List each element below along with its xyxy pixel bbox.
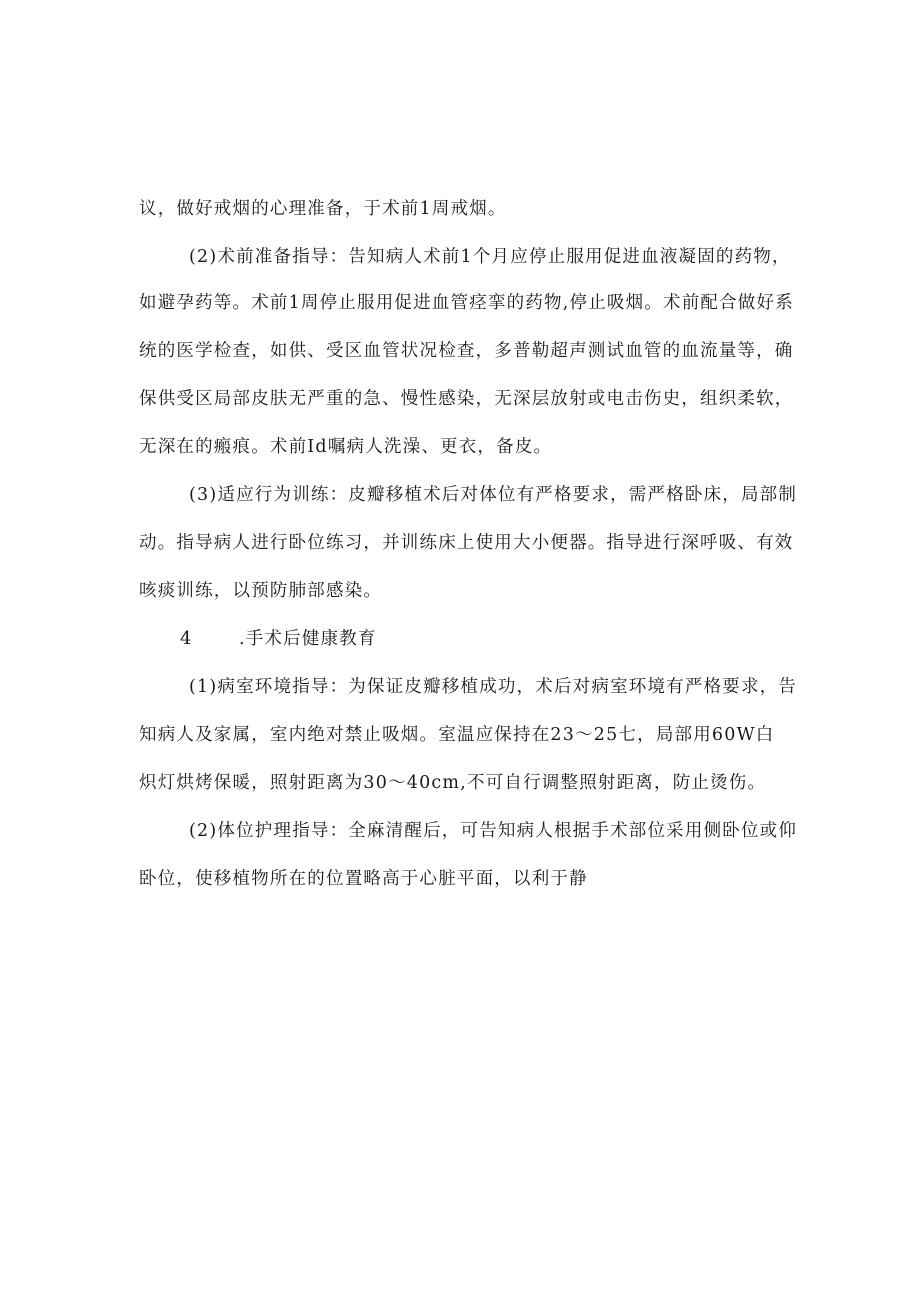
section-number: 4 bbox=[180, 628, 192, 649]
paragraph-line: 保供受区局部皮肤无严重的急、慢性感染，无深层放射或电击伤史，组织柔软， bbox=[139, 389, 794, 409]
section-heading: .手术后健康教育 bbox=[239, 629, 377, 649]
paragraph-line: (1)病室环境指导：为保证皮瓣移植成功，术后对病室环境有严格要求，告 bbox=[189, 677, 798, 697]
paragraph-line: 炽灯烘烤保暖，照射距离为30～40cm,不可自行调整照射距离，防止烫伤。 bbox=[139, 773, 767, 793]
paragraph-line: 如避孕药等。术前1周停止服用促进血管痉挛的药物,停止吸烟。术前配合做好系 bbox=[139, 293, 794, 313]
paragraph-line: 咳痰训练，以预防肺部感染。 bbox=[139, 581, 383, 601]
paragraph-line: 卧位，使移植物所在的位置略高于心脏平面，以利于静 bbox=[139, 869, 588, 889]
paragraph-line: 议，做好戒烟的心理准备，于术前1周戒烟。 bbox=[139, 199, 507, 219]
paragraph-line: 动。指导病人进行卧位练习，并训练床上使用大小便器。指导进行深呼吸、有效 bbox=[139, 533, 794, 553]
paragraph-line: 知病人及家属，室内绝对禁止吸烟。室温应保持在23～25七，局部用60W白 bbox=[139, 725, 775, 745]
paragraph-line: (2)术前准备指导：告知病人术前1个月应停止服用促进血液凝固的药物， bbox=[189, 247, 791, 267]
paragraph-line: (3)适应行为训练：皮瓣移植术后对体位有严格要求，需严格卧床，局部制 bbox=[189, 485, 798, 505]
paragraph-line: 无深在的瘢痕。术前Id嘱病人洗澡、更衣，备皮。 bbox=[139, 437, 553, 457]
paragraph-line: 统的医学检查，如供、受区血管状况检查，多普勒超声测试血管的血流量等，确 bbox=[139, 341, 794, 361]
paragraph-line: (2)体位护理指导：全麻清醒后，可告知病人根据手术部位采用侧卧位或仰 bbox=[189, 821, 798, 841]
